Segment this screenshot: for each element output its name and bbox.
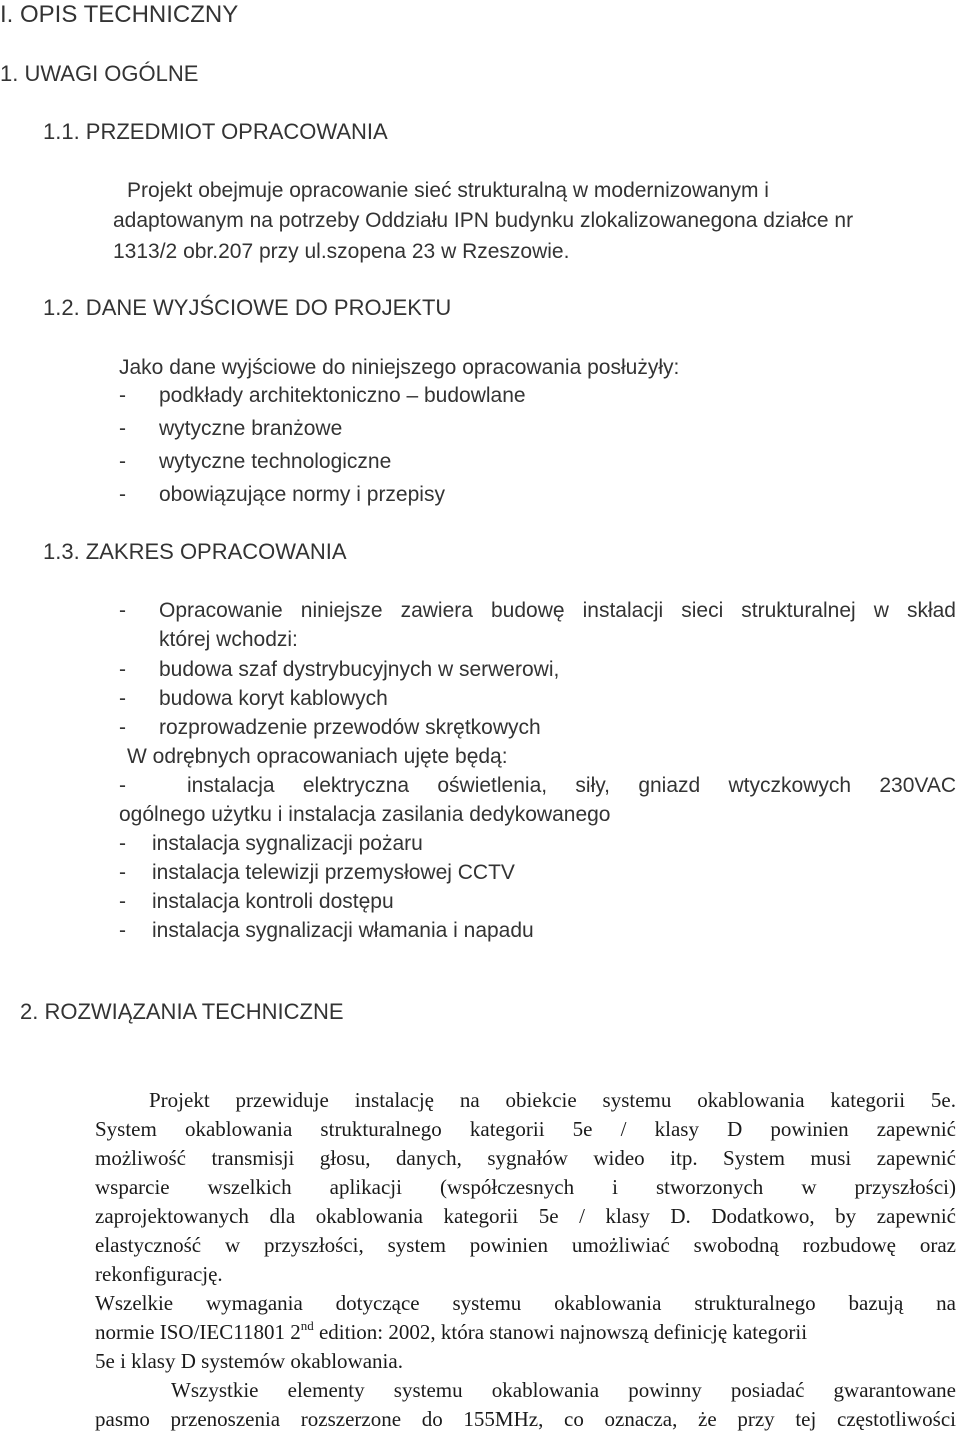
s13-sep-item-2: instalacja sygnalizacji pożaru	[152, 832, 423, 855]
s12-dash-2: -	[119, 417, 126, 440]
s13-sep-dash-4: -	[119, 890, 126, 913]
s13-sep-dash-3: -	[119, 861, 126, 884]
s2-p3-line-2: pasmo przenoszenia rozszerzone do 155MHz, co oznacza, że przy tej częstotliwości	[95, 1407, 956, 1431]
s13-item-1-line-1: Opracowanie niniejsze zawiera budowę instalacji sieci strukturalnej w skład	[159, 599, 956, 622]
s2-p1-line-3: możliwość transmisji głosu, danych, sygnałów wideo itp. System musi zapewnić	[95, 1146, 956, 1170]
s13-sep-dash-1: -	[119, 774, 126, 797]
s2-p2-line-2-pre: normie ISO/IEC11801 2	[95, 1320, 301, 1344]
s2-p2-line-2-post: edition: 2002, która stanowi najnowszą definicję kategorii	[313, 1320, 808, 1344]
s12-intro: Jako dane wyjściowe do niniejszego opracowania posłużyły:	[119, 356, 680, 379]
s12-item-2: wytyczne branżowe	[159, 417, 343, 440]
s13-separate-intro: W odrębnych opracowaniach ujęte będą:	[127, 745, 508, 768]
s13-dash-2: -	[119, 658, 126, 681]
s2-p1-line-7: rekonfigurację.	[95, 1262, 223, 1286]
s13-dash-3: -	[119, 687, 126, 710]
s13-sep-dash-5: -	[119, 919, 126, 942]
s2-p2-line-1: Wszelkie wymagania dotyczące systemu okablowania strukturalnego bazują na	[95, 1291, 956, 1315]
s2-p1-line-1: Projekt przewiduje instalację na obiekcie systemu okablowania kategorii 5e.	[149, 1088, 956, 1112]
s2-p2-line-3: 5e i klasy D systemów okablowania.	[95, 1349, 403, 1373]
heading-uwagi-ogolne: 1. UWAGI OGÓLNE	[0, 61, 199, 86]
s13-item-4: rozprowadzenie przewodów skrętkowych	[159, 716, 541, 739]
heading-opis-techniczny: I. OPIS TECHNICZNY	[0, 1, 239, 28]
s13-item-2: budowa szaf dystrybucyjnych w serwerowi,	[159, 658, 560, 681]
s2-p1-line-2: System okablowania strukturalnego kategorii 5e / klasy D powinien zapewnić	[95, 1117, 956, 1141]
s12-dash-3: -	[119, 450, 126, 473]
s13-sep-item-5: instalacja sygnalizacji włamania i napadu	[152, 919, 534, 942]
heading-przedmiot-opracowania: 1.1. PRZEDMIOT OPRACOWANIA	[43, 119, 388, 144]
s13-sep-item-1-line-1: instalacja elektryczna oświetlenia, siły, gniazd wtyczkowych 230VAC	[187, 774, 956, 797]
s11-line-2: adaptowanym na potrzeby Oddziału IPN budynku zlokalizowanegona działce nr	[113, 209, 854, 232]
s12-item-3: wytyczne technologiczne	[159, 450, 392, 473]
s12-dash-4: -	[119, 483, 126, 506]
s13-sep-item-4: instalacja kontroli dostępu	[152, 890, 394, 913]
s13-sep-item-1-line-2: ogólnego użytku i instalacja zasilania dedykowanego	[119, 803, 611, 826]
s2-p3-line-1: Wszystkie elementy systemu okablowania powinny posiadać gwarantowane	[171, 1378, 956, 1402]
s13-dash-4: -	[119, 716, 126, 739]
heading-rozwiazania-techniczne: 2. ROZWIĄZANIA TECHNICZNE	[20, 999, 344, 1024]
s13-sep-item-3: instalacja telewizji przemysłowej CCTV	[152, 861, 515, 884]
s2-p1-line-4: wsparcie wszelkich aplikacji (współczesnych i stworzonych w przyszłości)	[95, 1175, 956, 1199]
s13-item-1-line-2: której wchodzi:	[159, 628, 298, 651]
s13-sep-dash-2: -	[119, 832, 126, 855]
s13-item-3: budowa koryt kablowych	[159, 687, 388, 710]
s2-p1-line-6: elastyczność w przyszłości, system powinien umożliwiać swobodną rozbudowę oraz	[95, 1233, 956, 1257]
s2-p1-line-5: zaprojektowanych dla okablowania kategorii 5e / klasy D. Dodatkowo, by zapewnić	[95, 1204, 956, 1228]
heading-zakres-opracowania: 1.3. ZAKRES OPRACOWANIA	[43, 539, 347, 564]
s2-p2-line-2	[95, 1318, 808, 1344]
s12-item-4: obowiązujące normy i przepisy	[159, 483, 445, 506]
s12-dash-1: -	[119, 384, 126, 407]
s11-line-1: Projekt obejmuje opracowanie sieć strukturalną w modernizowanym i	[127, 179, 769, 202]
heading-dane-wyjsciowe: 1.2. DANE WYJŚCIOWE DO PROJEKTU	[43, 295, 452, 320]
s2-p2-superscript: nd	[300, 1318, 314, 1333]
s12-item-1: podkłady architektoniczno – budowlane	[159, 384, 526, 407]
s11-line-3: 1313/2 obr.207 przy ul.szopena 23 w Rzeszowie.	[113, 240, 570, 263]
s13-dash-1: -	[119, 599, 126, 622]
